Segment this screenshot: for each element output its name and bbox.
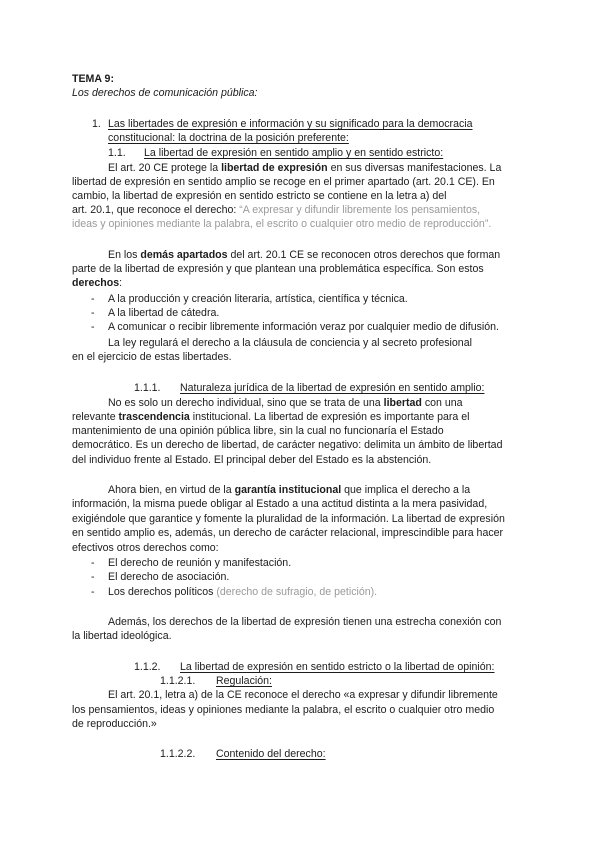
subsection-title: La libertad de expresión en sentido estricto o la libertad de opinión: bbox=[180, 661, 495, 673]
paragraph-line: En los demás apartados del art. 20.1 CE se reconocen otros derechos que forman bbox=[108, 249, 501, 261]
bullet-dash: - bbox=[91, 557, 95, 569]
paragraph-line: exigiéndole que garantice y fomente la pluralidad de la información. La libertad de expresión bbox=[72, 513, 505, 525]
subsection-title: Naturaleza jurídica de la libertad de expresión en sentido amplio: bbox=[180, 382, 485, 394]
paragraph-line: El art. 20 CE protege la libertad de expresión en sus diversas manifestaciones. La bbox=[108, 162, 502, 174]
subsection-title: Contenido del derecho: bbox=[216, 748, 326, 760]
paragraph-line: la libertad ideológica. bbox=[72, 630, 172, 642]
section-title-line: Las libertades de expresión e información y su significado para la democracia bbox=[108, 118, 473, 130]
page-title: TEMA 9: bbox=[72, 73, 114, 85]
list-item: A la producción y creación literaria, artística, científica y técnica. bbox=[108, 293, 408, 305]
paragraph-line: El art. 20.1, letra a) de la CE reconoce el derecho «a expresar y difundir libremente bbox=[108, 689, 498, 701]
subsection-number: 1.1. bbox=[108, 147, 126, 159]
paragraph-line: derechos: bbox=[72, 277, 123, 289]
list-item: A comunicar o recibir libremente información veraz por cualquier medio de difusión. bbox=[108, 321, 499, 333]
bullet-dash: - bbox=[91, 571, 95, 583]
subsection-title: La libertad de expresión en sentido amplio y en sentido estricto: bbox=[144, 147, 444, 159]
list-item: El derecho de asociación. bbox=[108, 571, 230, 583]
quote-line: ideas y opiniones mediante la palabra, el escrito o cualquier otro medio de reproducción”. bbox=[72, 218, 492, 230]
bullet-dash: - bbox=[91, 321, 95, 333]
paragraph-line: en sentido amplio es, además, un derecho de carácter relacional, imprescindible para hacer bbox=[72, 527, 504, 539]
paragraph-line: art. 20.1, que reconoce el derecho: “A expresar y difundir libremente los pensamientos, bbox=[72, 204, 481, 216]
paragraph-line: del individuo frente al Estado. El principal deber del Estado es la abstención. bbox=[72, 454, 432, 466]
bullet-dash: - bbox=[91, 586, 95, 598]
page-subtitle: Los derechos de comunicación pública: bbox=[72, 87, 258, 99]
paragraph-line: libertad de expresión en sentido amplio se recoge en el primer apartado (art. 20.1 CE). En bbox=[72, 176, 495, 188]
subsection-number: 1.1.2.1. bbox=[160, 675, 196, 687]
subsection-number: 1.1.2. bbox=[134, 661, 161, 673]
paragraph-line: Ahora bien, en virtud de la garantía institucional que implica el derecho a la bbox=[108, 484, 471, 496]
paragraph-line: cambio, la libertad de expresión en sentido estricto se contiene en la letra a) del bbox=[72, 190, 447, 202]
list-item: A la libertad de cátedra. bbox=[108, 307, 220, 319]
list-item: El derecho de reunión y manifestación. bbox=[108, 557, 292, 569]
subsection-number: 1.1.1. bbox=[134, 382, 161, 394]
bullet-dash: - bbox=[91, 307, 95, 319]
paragraph-line: información, la misma puede obligar al Estado a una actitud distinta a la mera pasividad, bbox=[72, 498, 488, 510]
paragraph-line: mantenimiento de una opinión pública libre, sin la cual no funcionaría el Estado bbox=[72, 425, 444, 437]
paragraph-line: parte de la libertad de expresión y que plantean una problemática específica. Son estos bbox=[72, 263, 484, 275]
paragraph-line: de reproducción.» bbox=[72, 718, 157, 730]
section-number: 1. bbox=[92, 118, 101, 130]
bullet-dash: - bbox=[91, 293, 95, 305]
paragraph-line: La ley regulará el derecho a la cláusula de conciencia y al secreto profesional bbox=[108, 337, 472, 349]
paragraph-line: efectivos otros derechos como: bbox=[72, 542, 219, 554]
subsection-title: Regulación: bbox=[216, 675, 272, 687]
list-item: Los derechos políticos (derecho de sufragio, de petición). bbox=[108, 586, 378, 598]
section-title-line: constitucional: la doctrina de la posición preferente: bbox=[108, 132, 349, 144]
subsection-number: 1.1.2.2. bbox=[160, 748, 196, 760]
paragraph-line: los pensamientos, ideas y opiniones mediante la palabra, el escrito o cualquier otro medio bbox=[72, 704, 495, 716]
paragraph-line: democrático. Es un derecho de libertad, de carácter negativo: delimita un ámbito de libertad bbox=[72, 439, 503, 451]
paragraph-line: No es solo un derecho individual, sino que se trata de una libertad con una bbox=[108, 397, 463, 409]
paragraph-line: en el ejercicio de estas libertades. bbox=[72, 351, 232, 363]
paragraph-line: Además, los derechos de la libertad de expresión tienen una estrecha conexión con bbox=[108, 616, 502, 628]
paragraph-line: relevante trascendencia institucional. La libertad de expresión es importante para el bbox=[72, 411, 470, 423]
